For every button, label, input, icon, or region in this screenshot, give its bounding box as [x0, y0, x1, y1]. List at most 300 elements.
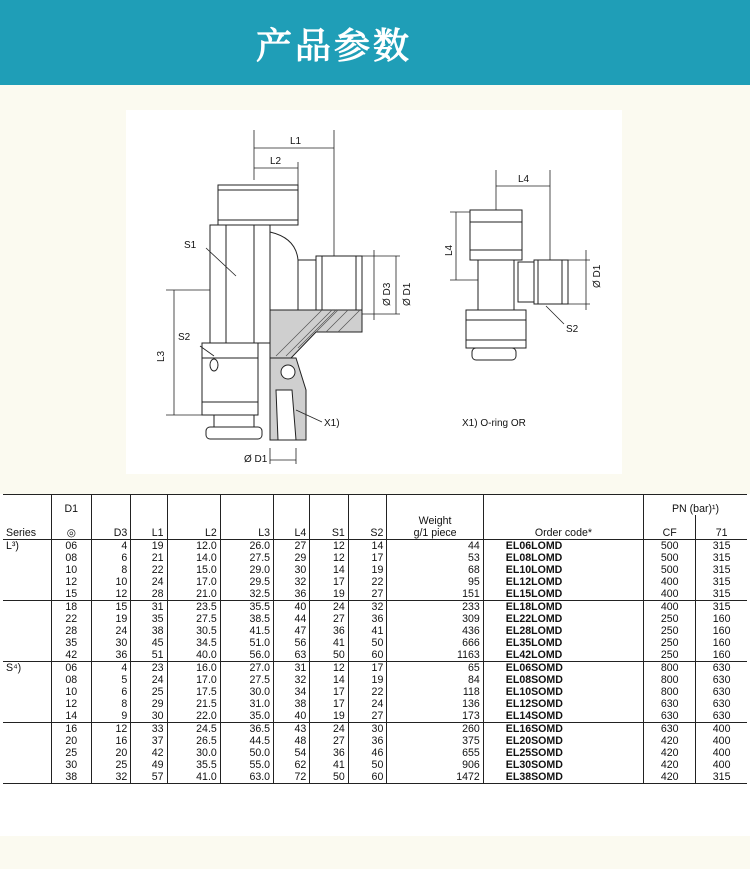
table-row	[3, 576, 747, 588]
cell-weight: 436	[387, 625, 483, 637]
cell-s1: 41	[310, 637, 349, 649]
cell-order-code: EL35LOMD	[483, 637, 643, 649]
cell-cf: 420	[644, 759, 696, 771]
cell-l3: 51.0	[220, 637, 273, 649]
cell-d1: 30	[52, 759, 92, 771]
series-cell	[3, 710, 52, 723]
cell-s1: 12	[310, 540, 349, 553]
cell-d3: 10	[91, 576, 131, 588]
cell-l4: 34	[274, 686, 310, 698]
cell-l3: 44.5	[220, 735, 273, 747]
cell-s1: 17	[310, 686, 349, 698]
cell-s1: 50	[310, 771, 349, 784]
label-d1-mid: Ø D1	[402, 282, 413, 306]
cell-weight: 375	[387, 735, 483, 747]
cell-l1: 24	[131, 674, 167, 686]
label-d1-bottom: Ø D1	[244, 454, 268, 465]
table-row	[3, 637, 747, 649]
cell-l2: 40.0	[167, 649, 220, 662]
cell-l2: 34.5	[167, 637, 220, 649]
cell-cf: 800	[644, 662, 696, 675]
cell-s2: 17	[348, 662, 387, 675]
table-row	[3, 686, 747, 698]
cell-weight: 906	[387, 759, 483, 771]
cell-l4: 63	[274, 649, 310, 662]
cell-l3: 30.0	[220, 686, 273, 698]
cell-l3: 35.5	[220, 601, 273, 614]
cell-l1: 42	[131, 747, 167, 759]
series-cell	[3, 771, 52, 784]
cell-l3: 31.0	[220, 698, 273, 710]
cell-l3: 56.0	[220, 649, 273, 662]
cell-l3: 27.5	[220, 552, 273, 564]
cell-s2: 27	[348, 710, 387, 723]
table-row	[3, 613, 747, 625]
cell-l1: 25	[131, 686, 167, 698]
cell-cf: 250	[644, 625, 696, 637]
label-s2-right: S2	[566, 324, 579, 335]
cell-l4: 32	[274, 674, 310, 686]
cell-order-code: EL08LOMD	[483, 552, 643, 564]
cell-l3: 35.0	[220, 710, 273, 723]
cell-l1: 21	[131, 552, 167, 564]
col-l1: L1	[131, 515, 167, 540]
cell-s1: 12	[310, 662, 349, 675]
col-cf: CF	[644, 515, 696, 540]
cell-l3: 32.5	[220, 588, 273, 601]
cell-71: 630	[696, 698, 747, 710]
cell-l3: 27.5	[220, 674, 273, 686]
table-row	[3, 747, 747, 759]
cell-cf: 500	[644, 564, 696, 576]
cell-s1: 24	[310, 723, 349, 736]
cell-d3: 8	[91, 698, 131, 710]
cell-d3: 6	[91, 552, 131, 564]
label-l4-top: L4	[518, 174, 530, 185]
cell-weight: 309	[387, 613, 483, 625]
col-pn: PN (bar)¹)	[644, 495, 747, 516]
cell-order-code: EL18LOMD	[483, 601, 643, 614]
cell-s2: 14	[348, 540, 387, 553]
cell-weight: 68	[387, 564, 483, 576]
cell-s2: 30	[348, 723, 387, 736]
cell-order-code: EL10LOMD	[483, 564, 643, 576]
cell-l3: 27.0	[220, 662, 273, 675]
cell-order-code: EL16SOMD	[483, 723, 643, 736]
cell-d3: 6	[91, 686, 131, 698]
cell-d3: 32	[91, 771, 131, 784]
cell-weight: 53	[387, 552, 483, 564]
table-row	[3, 564, 747, 576]
cell-s2: 22	[348, 686, 387, 698]
cell-l3: 36.5	[220, 723, 273, 736]
cell-weight: 65	[387, 662, 483, 675]
cell-71: 315	[696, 540, 747, 553]
cell-s2: 32	[348, 601, 387, 614]
cell-weight: 84	[387, 674, 483, 686]
cell-71: 315	[696, 576, 747, 588]
cell-l4: 27	[274, 540, 310, 553]
cell-l2: 15.0	[167, 564, 220, 576]
cell-l2: 17.0	[167, 576, 220, 588]
cell-l2: 23.5	[167, 601, 220, 614]
cell-d3: 19	[91, 613, 131, 625]
cell-weight: 136	[387, 698, 483, 710]
cell-l1: 24	[131, 576, 167, 588]
cell-l4: 38	[274, 698, 310, 710]
cell-l2: 16.0	[167, 662, 220, 675]
cell-order-code: EL25SOMD	[483, 747, 643, 759]
cell-s2: 50	[348, 637, 387, 649]
table-row	[3, 723, 747, 736]
cell-71: 160	[696, 649, 747, 662]
cell-s1: 19	[310, 588, 349, 601]
series-cell	[3, 625, 52, 637]
cell-d3: 12	[91, 588, 131, 601]
table-row	[3, 710, 747, 723]
cell-s2: 50	[348, 759, 387, 771]
cell-l4: 48	[274, 735, 310, 747]
drawing-note: X1) O-ring OR	[462, 418, 526, 429]
series-cell	[3, 552, 52, 564]
cell-71: 630	[696, 662, 747, 675]
cell-l1: 37	[131, 735, 167, 747]
cell-l1: 45	[131, 637, 167, 649]
cell-s2: 60	[348, 771, 387, 784]
cell-cf: 400	[644, 601, 696, 614]
cell-s2: 19	[348, 564, 387, 576]
table-row	[3, 674, 747, 686]
cell-order-code: EL08SOMD	[483, 674, 643, 686]
cell-weight: 173	[387, 710, 483, 723]
cell-weight: 118	[387, 686, 483, 698]
cell-s1: 41	[310, 759, 349, 771]
cell-weight: 260	[387, 723, 483, 736]
cell-order-code: EL15LOMD	[483, 588, 643, 601]
col-l3: L3	[220, 515, 273, 540]
cell-d1: 28	[52, 625, 92, 637]
cell-71: 160	[696, 625, 747, 637]
table-row	[3, 771, 747, 784]
cell-order-code: EL06SOMD	[483, 662, 643, 675]
cell-s2: 27	[348, 588, 387, 601]
cell-d3: 4	[91, 662, 131, 675]
cell-71: 160	[696, 637, 747, 649]
cell-order-code: EL38SOMD	[483, 771, 643, 784]
cell-cf: 630	[644, 723, 696, 736]
table-row	[3, 540, 747, 553]
cell-d3: 16	[91, 735, 131, 747]
table-row	[3, 759, 747, 771]
cell-d3: 12	[91, 723, 131, 736]
d1-symbol-icon: ◎	[66, 527, 76, 539]
table-row	[3, 698, 747, 710]
cell-71: 315	[696, 588, 747, 601]
cell-cf: 400	[644, 588, 696, 601]
cell-d1: 22	[52, 613, 92, 625]
series-cell	[3, 564, 52, 576]
series-cell	[3, 601, 52, 614]
cell-l4: 32	[274, 576, 310, 588]
series-cell	[3, 723, 52, 736]
series-cell	[3, 576, 52, 588]
spec-table-body	[3, 540, 747, 784]
series-cell	[3, 588, 52, 601]
cell-cf: 420	[644, 747, 696, 759]
cell-s2: 46	[348, 747, 387, 759]
cell-s2: 22	[348, 576, 387, 588]
cell-l2: 27.5	[167, 613, 220, 625]
cell-l4: 40	[274, 601, 310, 614]
cell-l4: 72	[274, 771, 310, 784]
table-row	[3, 625, 747, 637]
label-d1-right: Ø D1	[592, 264, 603, 288]
cell-cf: 630	[644, 698, 696, 710]
col-weight-unit: g/1 piece	[413, 527, 457, 539]
drawing-svg	[126, 110, 622, 474]
table-row	[3, 649, 747, 662]
cell-71: 315	[696, 552, 747, 564]
cell-d1: 38	[52, 771, 92, 784]
cell-cf: 800	[644, 674, 696, 686]
cell-71: 400	[696, 723, 747, 736]
cell-l3: 26.0	[220, 540, 273, 553]
cell-71: 160	[696, 613, 747, 625]
cell-s1: 27	[310, 735, 349, 747]
cell-l4: 31	[274, 662, 310, 675]
label-l1: L1	[290, 136, 302, 147]
table-row	[3, 601, 747, 614]
header-banner	[0, 0, 750, 85]
cell-71: 400	[696, 747, 747, 759]
cell-71: 315	[696, 771, 747, 784]
cell-l3: 55.0	[220, 759, 273, 771]
series-cell	[3, 674, 52, 686]
cell-cf: 800	[644, 686, 696, 698]
cell-l2: 24.5	[167, 723, 220, 736]
cell-l4: 54	[274, 747, 310, 759]
cell-l2: 17.5	[167, 686, 220, 698]
cell-s1: 36	[310, 625, 349, 637]
series-cell	[3, 613, 52, 625]
cell-l3: 50.0	[220, 747, 273, 759]
cell-l4: 43	[274, 723, 310, 736]
cell-l3: 63.0	[220, 771, 273, 784]
cell-l4: 36	[274, 588, 310, 601]
series-cell	[3, 686, 52, 698]
col-s1: S1	[310, 515, 349, 540]
cell-l1: 38	[131, 625, 167, 637]
series-cell	[3, 637, 52, 649]
cell-d1: 06	[52, 540, 92, 553]
spec-table-container	[0, 494, 750, 836]
cell-weight: 151	[387, 588, 483, 601]
cell-weight: 44	[387, 540, 483, 553]
cell-71: 630	[696, 686, 747, 698]
col-weight: Weight	[418, 515, 452, 527]
cell-weight: 233	[387, 601, 483, 614]
cell-order-code: EL12LOMD	[483, 576, 643, 588]
spec-table	[3, 494, 747, 784]
cell-l1: 22	[131, 564, 167, 576]
cell-l1: 19	[131, 540, 167, 553]
cell-s1: 27	[310, 613, 349, 625]
label-d3: Ø D3	[382, 282, 393, 306]
cell-weight: 666	[387, 637, 483, 649]
cell-l2: 22.0	[167, 710, 220, 723]
cell-l2: 21.0	[167, 588, 220, 601]
cell-d1: 10	[52, 564, 92, 576]
cell-d1: 12	[52, 698, 92, 710]
cell-d3: 30	[91, 637, 131, 649]
cell-order-code: EL06LOMD	[483, 540, 643, 553]
cell-71: 630	[696, 710, 747, 723]
cell-s2: 36	[348, 613, 387, 625]
cell-d3: 4	[91, 540, 131, 553]
col-l4: L4	[274, 515, 310, 540]
cell-s2: 17	[348, 552, 387, 564]
cell-weight: 1163	[387, 649, 483, 662]
label-s2-left: S2	[178, 332, 191, 343]
label-s1: S1	[184, 240, 197, 251]
cell-l2: 26.5	[167, 735, 220, 747]
col-l2: L2	[167, 515, 220, 540]
cell-d1: 16	[52, 723, 92, 736]
cell-order-code: EL22LOMD	[483, 613, 643, 625]
cell-d3: 25	[91, 759, 131, 771]
cell-s2: 41	[348, 625, 387, 637]
cell-d3: 9	[91, 710, 131, 723]
cell-d1: 15	[52, 588, 92, 601]
table-row	[3, 662, 747, 675]
cell-l1: 23	[131, 662, 167, 675]
cell-d1: 25	[52, 747, 92, 759]
cell-l2: 30.5	[167, 625, 220, 637]
cell-cf: 250	[644, 637, 696, 649]
cell-l2: 35.5	[167, 759, 220, 771]
cell-l2: 30.0	[167, 747, 220, 759]
banner-title: 产品参数	[256, 26, 413, 67]
cell-d3: 15	[91, 601, 131, 614]
cell-l3: 29.5	[220, 576, 273, 588]
cell-l1: 30	[131, 710, 167, 723]
cell-d1: 18	[52, 601, 92, 614]
cell-l4: 29	[274, 552, 310, 564]
cell-l4: 56	[274, 637, 310, 649]
cell-weight: 1472	[387, 771, 483, 784]
cell-d3: 36	[91, 649, 131, 662]
cell-d1: 08	[52, 552, 92, 564]
cell-d3: 24	[91, 625, 131, 637]
cell-cf: 500	[644, 552, 696, 564]
cell-s1: 12	[310, 552, 349, 564]
series-label: L³)	[3, 540, 52, 553]
cell-l1: 33	[131, 723, 167, 736]
cell-s1: 36	[310, 747, 349, 759]
cell-cf: 420	[644, 771, 696, 784]
cell-s1: 17	[310, 576, 349, 588]
cell-d1: 06	[52, 662, 92, 675]
label-l2: L2	[270, 156, 282, 167]
cell-l2: 17.0	[167, 674, 220, 686]
cell-71: 315	[696, 564, 747, 576]
cell-71: 400	[696, 735, 747, 747]
cell-cf: 420	[644, 735, 696, 747]
cell-l4: 47	[274, 625, 310, 637]
cell-cf: 500	[644, 540, 696, 553]
cell-s2: 24	[348, 698, 387, 710]
cell-order-code: EL14SOMD	[483, 710, 643, 723]
cell-s2: 36	[348, 735, 387, 747]
cell-weight: 95	[387, 576, 483, 588]
series-cell	[3, 747, 52, 759]
cell-l1: 31	[131, 601, 167, 614]
cell-l1: 49	[131, 759, 167, 771]
col-s2: S2	[348, 515, 387, 540]
col-order-code: Order code*	[483, 515, 643, 540]
table-row	[3, 588, 747, 601]
cell-l4: 62	[274, 759, 310, 771]
cell-l3: 38.5	[220, 613, 273, 625]
cell-d1: 12	[52, 576, 92, 588]
cell-l2: 41.0	[167, 771, 220, 784]
cell-d3: 8	[91, 564, 131, 576]
cell-s2: 60	[348, 649, 387, 662]
cell-order-code: EL20SOMD	[483, 735, 643, 747]
cell-d1: 42	[52, 649, 92, 662]
cell-l4: 30	[274, 564, 310, 576]
cell-weight: 655	[387, 747, 483, 759]
cell-order-code: EL10SOMD	[483, 686, 643, 698]
cell-l2: 14.0	[167, 552, 220, 564]
cell-l1: 28	[131, 588, 167, 601]
cell-order-code: EL28LOMD	[483, 625, 643, 637]
col-d1: D1	[52, 495, 92, 516]
series-cell	[3, 649, 52, 662]
cell-71: 400	[696, 759, 747, 771]
cell-d1: 08	[52, 674, 92, 686]
cell-s1: 50	[310, 649, 349, 662]
cell-cf: 250	[644, 649, 696, 662]
cell-71: 315	[696, 601, 747, 614]
cell-l4: 44	[274, 613, 310, 625]
cell-l2: 12.0	[167, 540, 220, 553]
cell-s1: 24	[310, 601, 349, 614]
label-l3: L3	[156, 350, 167, 362]
cell-order-code: EL12SOMD	[483, 698, 643, 710]
cell-d3: 5	[91, 674, 131, 686]
series-label: S⁴)	[3, 662, 52, 675]
cell-l1: 29	[131, 698, 167, 710]
cell-s1: 14	[310, 674, 349, 686]
series-cell	[3, 735, 52, 747]
cell-cf: 250	[644, 613, 696, 625]
table-row	[3, 552, 747, 564]
cell-s2: 19	[348, 674, 387, 686]
left-fitting	[166, 130, 400, 464]
cell-l3: 41.5	[220, 625, 273, 637]
cell-l1: 35	[131, 613, 167, 625]
cell-71: 630	[696, 674, 747, 686]
col-series: Series	[3, 515, 52, 540]
cell-d1: 10	[52, 686, 92, 698]
cell-l1: 51	[131, 649, 167, 662]
label-x1: X1)	[324, 418, 340, 429]
cell-l2: 21.5	[167, 698, 220, 710]
cell-d1: 14	[52, 710, 92, 723]
cell-order-code: EL42LOMD	[483, 649, 643, 662]
cell-s1: 14	[310, 564, 349, 576]
